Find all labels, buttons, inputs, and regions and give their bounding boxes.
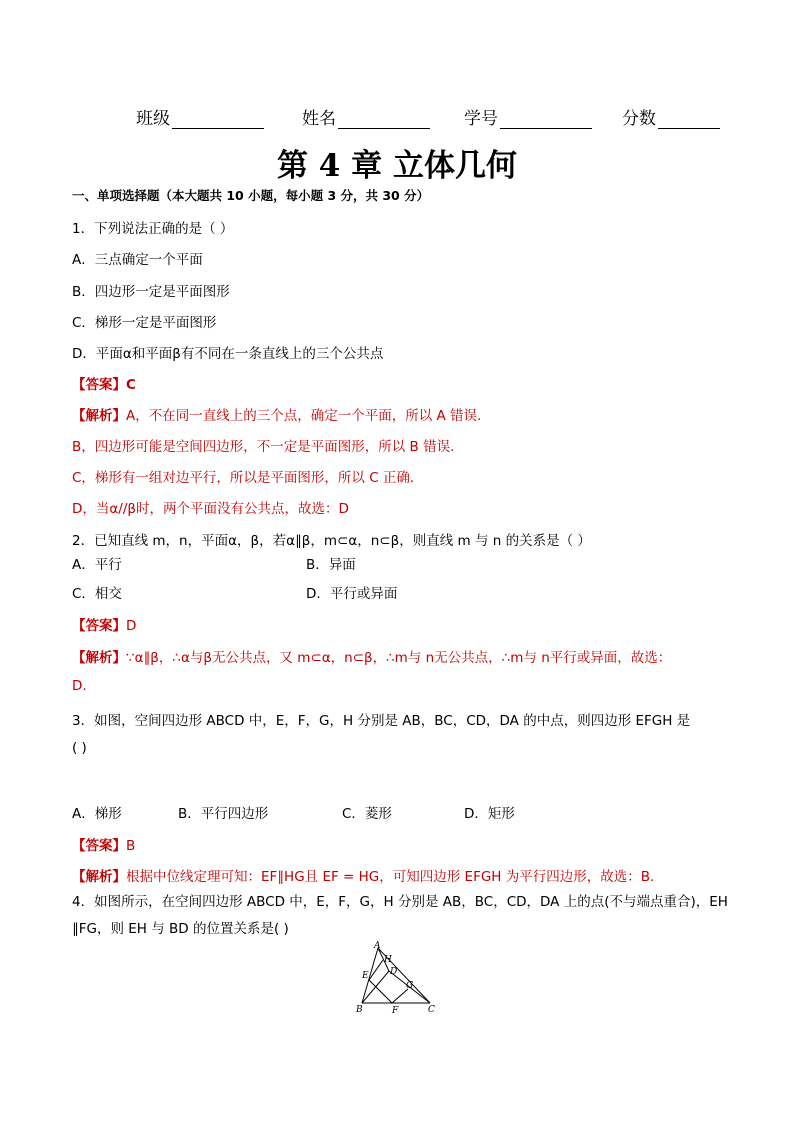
name-blank[interactable]: [338, 111, 430, 129]
q1-analysis-2: B，四边形可能是空间四边形，不一定是平面图形，所以 B 错误.: [72, 439, 455, 455]
answer-tag: 【答案】: [72, 377, 126, 393]
class-blank[interactable]: [172, 111, 264, 129]
q2-analysis-2: D.: [72, 678, 87, 694]
vertex-label-a: A: [374, 941, 381, 951]
q1-analysis-4: D，当α//β时，两个平面没有公共点，故选：D: [72, 501, 349, 517]
vertex-label-g: G: [406, 981, 414, 991]
q2-option-d: D．平行或异面: [306, 586, 398, 602]
q3-analysis: [72, 865, 654, 885]
q4-stem: 4．如图所示，在空间四边形 ABCD 中，E，F，G，H 分别是 AB，BC，CD，DA 上的点(不与端点重合)，EH: [72, 894, 728, 910]
q3-analysis-text: 根据中位线定理可知：EF∥HG且 EF = HG，可知四边形 EFGH 为平行四边形，故选：B.: [126, 869, 655, 885]
vertex-label-e: E: [362, 971, 369, 981]
answer-tag: 【答案】: [72, 618, 126, 634]
q1-analysis-text-1: A，不在同一直线上的三个点，确定一个平面，所以 A 错误.: [126, 408, 482, 424]
id-field: [464, 104, 592, 129]
q4-stem-2: ∥FG，则 EH 与 BD 的位置关系是( ): [72, 921, 289, 937]
q2-option-a: A．平行: [72, 557, 122, 573]
id-label: 学号: [464, 109, 498, 129]
id-blank[interactable]: [500, 111, 592, 129]
q1-analysis-1: [72, 404, 481, 424]
q1-stem: 1．下列说法正确的是（ ）: [72, 221, 234, 237]
name-field: [302, 104, 430, 129]
score-blank[interactable]: [658, 111, 720, 129]
q2-answer: [72, 614, 136, 634]
q3-stem: 3．如图，空间四边形 ABCD 中，E，F，G，H 分别是 AB，BC，CD，DA 的中点，则四边形 EFGH 是: [72, 713, 691, 729]
class-field: [136, 104, 264, 129]
section-heading: 一、单项选择题（本大题共 10 小题，每小题 3 分，共 30 分）: [72, 188, 430, 203]
vertex-label-b: B: [356, 1005, 363, 1015]
q2-stem: 2．已知直线 m，n，平面α，β，若α∥β，m⊂α，n⊂β，则直线 m 与 n 的关系是（ ）: [72, 533, 591, 549]
q3-answer-value: B: [126, 838, 136, 854]
q1-option-c: C．梯形一定是平面图形: [72, 315, 217, 331]
q3-option-a: A．梯形: [72, 806, 122, 822]
vertex-label-f: F: [392, 1006, 399, 1015]
vertex-label-h: H: [384, 955, 392, 965]
q2-analysis-text-1: ∵α∥β，∴α与β无公共点，又 m⊂α，n⊂β，∴m与 n无公共点，∴m与 n平行或异面，故选：: [126, 650, 672, 666]
name-label: 姓名: [302, 109, 336, 129]
page-title: 第 4 章 立体几何: [277, 148, 517, 184]
q1-answer-value: C: [126, 377, 136, 393]
quadrilateral-figure: [352, 940, 442, 1015]
q2-analysis-1: [72, 646, 671, 666]
q3-answer: [72, 834, 135, 854]
q1-option-a: A．三点确定一个平面: [72, 252, 203, 268]
q1-option-b: B．四边形一定是平面图形: [72, 284, 230, 300]
q3-option-c: C．菱形: [342, 806, 392, 822]
q1-option-d: D．平面α和平面β有不同在一条直线上的三个公共点: [72, 346, 384, 362]
vertex-label-d: D: [390, 967, 398, 977]
q3-stem-paren: ( ): [72, 740, 87, 756]
score-label: 分数: [622, 109, 656, 129]
q3-option-b: B．平行四边形: [178, 806, 269, 822]
q2-answer-value: D: [126, 618, 137, 634]
vertex-label-c: C: [428, 1005, 435, 1015]
q2-option-b: B．异面: [306, 557, 356, 573]
analysis-tag: 【解析】: [72, 869, 126, 885]
q1-answer: [72, 373, 136, 393]
q3-option-d: D．矩形: [464, 806, 515, 822]
analysis-tag: 【解析】: [72, 408, 126, 424]
score-field: [622, 104, 720, 129]
q1-analysis-3: C，梯形有一组对边平行，所以是平面图形，所以 C 正确.: [72, 470, 415, 486]
analysis-tag: 【解析】: [72, 650, 126, 666]
class-label: 班级: [136, 109, 170, 129]
q2-option-c: C．相交: [72, 586, 122, 602]
answer-tag: 【答案】: [72, 838, 126, 854]
